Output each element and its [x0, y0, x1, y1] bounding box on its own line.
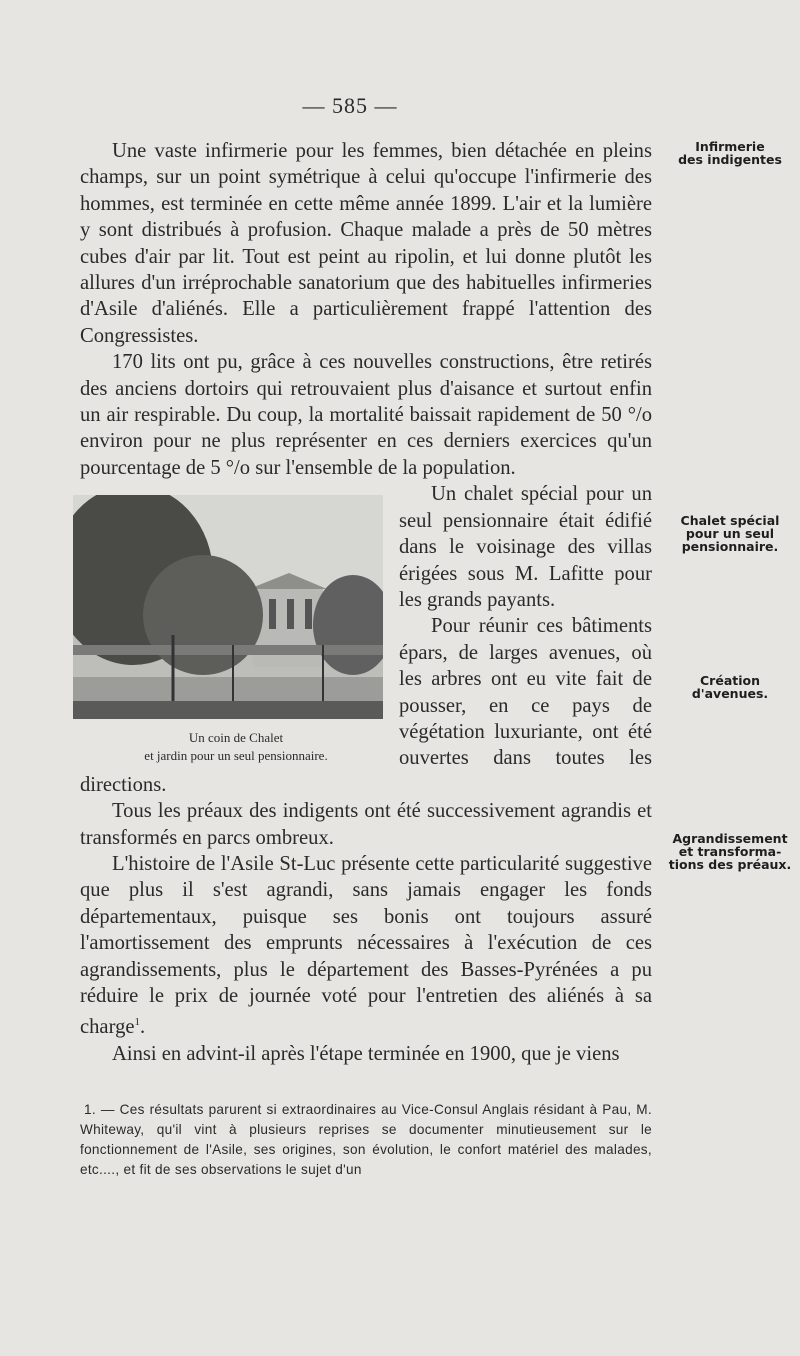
paragraph-ainsi: Ainsi en advint-il après l'étape terminée en 1900, que je viens	[112, 1042, 620, 1065]
margin-note-preaux	[660, 832, 800, 871]
margin-note-line: Agrandissement	[672, 831, 788, 846]
paragraph-chalet: Un chalet spécial pour un seul pensionnaire était édifié dans le voisinage des villas érigées sous M. Lafitte pour les grands payants.	[399, 483, 652, 611]
figure-chalet	[73, 487, 399, 771]
caption-line: Un coin de Chalet	[188, 730, 284, 746]
paragraph-avenues: Pour réunir ces bâtiments épars, de larges avenues, où les arbres ont eu vite fait de pousser, en ce pays de végétation luxuriante, ont été ouvertes dans toutes les directions.	[80, 615, 652, 796]
margin-note-line: et transforma-	[678, 844, 782, 859]
margin-note-line: Création	[700, 673, 760, 688]
paragraph-preaux: Tous les préaux des indigents ont été successivement agrandis et transformés en parcs ombreux.	[80, 800, 652, 849]
caption-line: et jardin pour un seul pensionnaire.	[144, 748, 328, 764]
margin-note-line: pensionnaire.	[681, 539, 779, 554]
figure-caption	[73, 729, 399, 765]
main-text	[80, 138, 652, 1067]
footnote: 1. — Ces résultats parurent si extraordinaires au Vice-Consul Anglais résidant à Pau, M. Whiteway, qu'il vint à plusieurs reprises se documenter minutieusement sur le fonctionnement de l'Asile, ses origines, son évolution, le confort matériel des malades, etc...., et fit de ses observations le sujet d'un	[80, 1102, 652, 1177]
chalet-garden-image	[73, 495, 383, 719]
page-number: — 585 —	[302, 93, 398, 118]
margin-note-line: Infirmerie	[695, 139, 765, 154]
margin-note-chalet	[660, 514, 800, 553]
chalet-photograph	[73, 495, 383, 719]
margin-note-line: des indigentes	[678, 152, 782, 167]
margin-note-line: d'avenues.	[691, 686, 769, 701]
paragraph-histoire-text: L'histoire de l'Asile St-Luc présente cette particularité suggestive que plus il s'est agrandi, sans jamais engager les fonds départementaux, puisque ses bonis ont toujours assuré l'amortissement des emprunts nécessaires à l'exécution de ces agrandissements, plus le département des Basses-Pyrénées a pu réduire le prix de journée voté pour l'entretien des aliénés à sa charge	[80, 852, 652, 1039]
paragraph-histoire: L'histoire de l'Asile St-Luc présente cette particularité suggestive que plus il s'est agrandi, sans jamais engager les fonds départementaux, puisque ses bonis ont toujours assuré l'amortissement des emprunts nécessaires à l'exécution de ces agrandissements, plus le département des Basses-Pyrénées a pu réduire le prix de journée voté pour l'entretien des aliénés à sa charge$^1$.	[80, 852, 652, 1039]
margin-note-infirmerie	[660, 140, 800, 166]
paragraph-lits: 170 lits ont pu, grâce à ces nouvelles constructions, être retirés des anciens dortoirs qui retrouvaient plus d'aisance et surtout enfin un air respirable. Du coup, la mortalité baissait rapidement de 50 °/o environ pour ne plus représenter en ces derniers exercices qu'un pourcentage de 5 °/o sur l'ensemble de la population.	[80, 351, 652, 479]
margin-note-line: pour un seul	[685, 526, 775, 541]
margin-note-line: Chalet spécial	[680, 513, 780, 528]
margin-note-line: tions des préaux.	[668, 857, 792, 872]
footnote-reference: 1	[134, 1016, 141, 1029]
margin-note-avenues	[660, 674, 800, 700]
paragraph-infirmerie: Une vaste infirmerie pour les femmes, bien détachée en pleins champs, sur un point symétrique à celui qu'occupe l'infirmerie des hommes, est terminée en cette même année 1899. L'air et la lumière y sont distribués à profusion. Chaque malade a près de 50 mètres cubes d'air par lit. Tout est peint au ripolin, et lui donne plutôt les allures d'un irréprochable sanatorium que des habituelles infirmeries d'Asile d'aliénés. Elle a particulièrement frappé l'attention des Congressistes.	[80, 140, 652, 347]
